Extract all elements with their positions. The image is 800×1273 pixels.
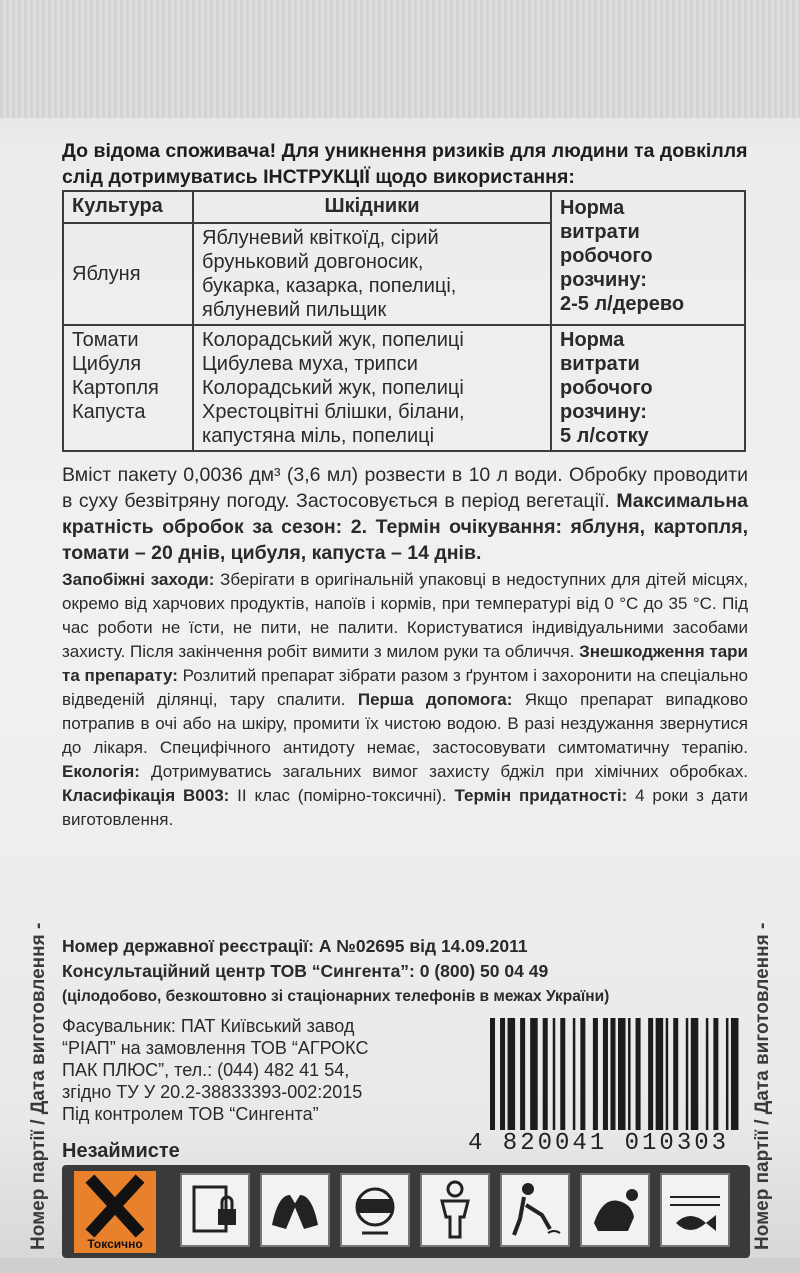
barcode-bar — [490, 1018, 495, 1130]
application-table — [62, 190, 746, 452]
barcode-bar — [656, 1018, 664, 1130]
packer-info — [62, 1015, 462, 1125]
barcode-bar — [603, 1018, 608, 1130]
packer-line: Фасувальник: ПАТ Київський завод — [62, 1016, 355, 1036]
norm-line: 5 л/сотку — [560, 425, 649, 447]
packer-line: ПАК ПЛЮС”, тел.: (044) 482 41 54, — [62, 1060, 350, 1080]
barcode-bar — [610, 1018, 615, 1130]
barcode-bar — [731, 1018, 739, 1130]
first-aid-heading: Перша допомога: — [357, 690, 513, 709]
barcode-bar — [560, 1018, 565, 1130]
city-label: Незаймисте — [62, 1140, 180, 1162]
barcode-bar — [686, 1018, 689, 1130]
protective-suit-icon — [420, 1173, 490, 1247]
consultation-center: Консультаційний центр ТОВ “Сингента”: 0 (800) 50 04 49 — [62, 961, 549, 981]
first-aid-text: Якщо препарат випадково потрапив в очі або на шкіру, промити їх чистою водою. В разі нездужання звернутися до лікаря. Специфічного антидоту немає, застосовувати симтоматичну терапію. — [62, 690, 748, 757]
registration-block — [62, 934, 752, 1009]
barcode-digits: 4 820041 010303 — [468, 1130, 730, 1157]
fish-hazard-icon — [660, 1173, 730, 1247]
precautions-heading: Запобіжні заходи: — [62, 570, 215, 589]
classification-heading: Класифікація В003: — [62, 786, 230, 805]
norm-line: витрати — [560, 353, 640, 375]
barcode-bar — [580, 1018, 585, 1130]
barcode — [468, 1018, 750, 1158]
treatment-limits: Максимальна кратність обробок за сезон: 2. Термін очікування: яблуня, картопля, томати – 20 днів, цибуля, капуста – 14 днів. — [62, 490, 748, 564]
barcode-bar — [691, 1018, 699, 1130]
barcode-bar — [706, 1018, 709, 1130]
registration-number: Номер державної реєстрації: А №02695 від 14.09.2011 — [62, 936, 528, 956]
pest-line: Колорадський жук, попелиці — [202, 377, 464, 399]
sprayer-worker-icon — [500, 1173, 570, 1247]
hazard-label: Токсично — [87, 1237, 143, 1251]
norm-line: 2-5 л/дерево — [560, 293, 685, 315]
ecology-text: Дотримуватись загальних вимог захисту бджіл при хімічних обробках. — [151, 762, 749, 781]
barcode-bar — [636, 1018, 641, 1130]
precautions-text: Зберігати в оригінальній упаковці в недоступних для дітей місцях, окремо від харчових продуктів, напоїв і кормів, при температурі від 0 °С до 35 °С. Під час роботи не їсти, не пити, не палити. Користуватися індивідуальними засобами захисту. Після закінчення робіт вимити з милом руки та обличчя. — [62, 570, 748, 661]
packer-line: Під контролем ТОВ “Сингента” — [62, 1104, 319, 1124]
norm-line: Норма — [560, 329, 625, 351]
barcode-bar — [500, 1018, 505, 1130]
header-crop: Культура — [63, 191, 193, 223]
face-shield-icon — [340, 1173, 410, 1247]
barcode-bar — [520, 1018, 525, 1130]
disposal-heading: Знешкодження тари та препарату: — [62, 642, 748, 685]
barcode-bars — [490, 1018, 746, 1130]
crop-name: Яблуня — [72, 263, 141, 285]
ecology-heading: Екологія: — [62, 762, 140, 781]
norm-line: розчину: — [560, 269, 647, 291]
crop-name: Картопля — [72, 377, 159, 399]
packer-line: “РІАП” на замовлення ТОВ “АГРОКС — [62, 1038, 369, 1058]
consultation-note: (цілодобово, безкоштовно зі стаціонарних телефонів в межах України) — [62, 988, 610, 1005]
side-text-right — [752, 820, 776, 1250]
norm-cell-2 — [551, 325, 745, 451]
crop-name: Томати — [72, 329, 139, 351]
crop-cell — [63, 325, 193, 451]
side-text-left — [28, 820, 52, 1250]
pest-line: Колорадський жук, попелиці — [202, 329, 464, 351]
barcode-bar — [593, 1018, 598, 1130]
pest-line: капустяна міль, попелиці — [202, 425, 435, 447]
dilution-text: Вміст пакету 0,0036 дм³ (3,6 мл) розвести в 10 л води. Обробку проводити в суху безвітряну погоду. Застосовується в період вегетації. — [62, 464, 748, 512]
barcode-bar — [713, 1018, 718, 1130]
shelf-life-heading: Термін придатності: — [454, 786, 628, 805]
barcode-bar — [726, 1018, 729, 1130]
toxic-hazard-icon — [74, 1171, 156, 1253]
disposal-text: Розлитий препарат зібрати разом з ґрунтом і захоронити на спеціально відведеній ділянці, тару спалити. — [62, 666, 749, 709]
barcode-bar — [553, 1018, 556, 1130]
crop-name: Цибуля — [72, 353, 142, 375]
packer-line: згідно ТУ У 20.2-38833393-002:2015 — [62, 1082, 363, 1102]
table-row — [63, 325, 745, 451]
norm-line: Норма — [560, 197, 625, 219]
table-header-row — [63, 191, 745, 223]
pest-line: Цибулева муха, трипси — [202, 353, 418, 375]
pests-cell — [193, 325, 551, 451]
bottom-seal-strip — [0, 1258, 800, 1273]
norm-line: розчину: — [560, 401, 647, 423]
batch-date-label-left: Номер партії / Дата виготовлення - — [28, 922, 49, 1250]
barcode-bar — [530, 1018, 538, 1130]
classification-text: ІІ клас (помірно-токсичні). — [237, 786, 447, 805]
pest-line: Хрестоцвітні блішки, білани, — [202, 401, 465, 423]
instructions-body — [62, 462, 748, 832]
crop-name: Капуста — [72, 401, 146, 423]
batch-date-label-right: Номер партії / Дата виготовлення - — [752, 922, 773, 1250]
norm-line: робочого — [560, 245, 653, 267]
pictogram-strip — [62, 1165, 750, 1258]
storage-lock-icon — [180, 1173, 250, 1247]
no-animals-icon — [580, 1173, 650, 1247]
crop-cell — [63, 223, 193, 325]
barcode-bar — [673, 1018, 678, 1130]
barcode-bar — [666, 1018, 669, 1130]
pest-line: Яблуневий квіткоїд, сірий — [202, 227, 439, 249]
pest-line: букарка, казарка, попелиці, — [202, 275, 457, 297]
gloves-icon — [260, 1173, 330, 1247]
barcode-bar — [618, 1018, 626, 1130]
barcode-bar — [573, 1018, 576, 1130]
barcode-bar — [508, 1018, 516, 1130]
pests-cell — [193, 223, 551, 325]
pest-line: бруньковий довгоносик, — [202, 251, 424, 273]
barcode-bar — [543, 1018, 548, 1130]
norm-line: робочого — [560, 377, 653, 399]
top-seal-strip — [0, 0, 800, 118]
header-pests: Шкідники — [193, 191, 551, 223]
norm-cell-1 — [551, 191, 745, 325]
consumer-warning: До відома споживача! Для уникнення ризиків для людини та довкілля слід дотримуватись ІНСТРУКЦІЇ щодо використання: — [62, 140, 748, 188]
barcode-bar — [648, 1018, 653, 1130]
norm-line: витрати — [560, 221, 640, 243]
barcode-bar — [628, 1018, 631, 1130]
shelf-life-text: 4 роки з дати виготовлення. — [62, 786, 748, 829]
pest-line: яблуневий пильщик — [202, 299, 387, 321]
